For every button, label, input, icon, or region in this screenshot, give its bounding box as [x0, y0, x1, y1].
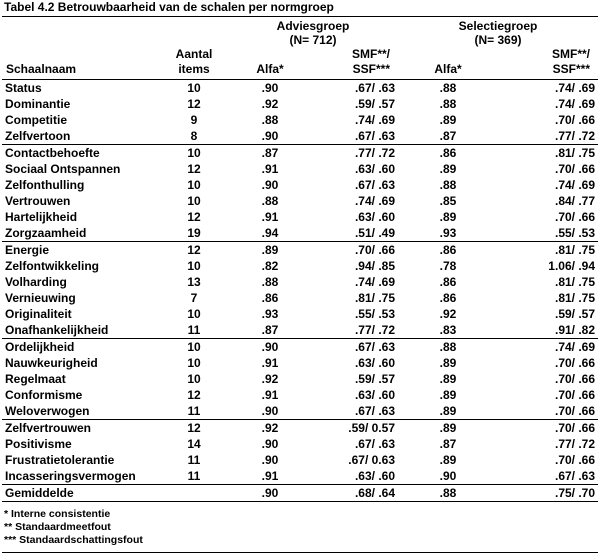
smf-advies: .63/ .60	[354, 356, 395, 370]
smf-selectie: .70/ .66	[554, 453, 596, 467]
alfa-selectie: .78	[439, 259, 457, 273]
alfa-advies: .90	[228, 339, 312, 356]
item-count: 10	[160, 80, 228, 97]
alfa-advies: .87	[261, 323, 279, 337]
header-row-groups	[2, 17, 598, 48]
footnote: *** Standaardschattingsfout	[4, 534, 143, 546]
column-header-items	[160, 47, 228, 80]
alfa-selectie: .86	[439, 291, 457, 305]
scale-name: Frustratietolerantie	[5, 453, 115, 467]
smf-selectie: .81/ .75	[498, 145, 598, 162]
alfa-advies: .90	[261, 178, 279, 192]
alfa-selectie: .90	[439, 469, 457, 483]
smf-selectie: .55/ .53	[554, 226, 596, 240]
alfa-advies: .88	[261, 275, 279, 289]
alfa-advies: .91	[261, 162, 279, 176]
smf-selectie: .70/ .66	[554, 356, 596, 370]
smf-selectie: .70/ .66	[554, 404, 596, 418]
smf-selectie: .70/ .66	[554, 210, 596, 224]
alfa-selectie: .88	[398, 80, 498, 97]
group-name-selectie: Selectiegroep	[458, 19, 538, 33]
alfa-selectie: .88	[439, 178, 457, 192]
item-count: 12	[160, 420, 228, 437]
scale-name: Nauwkeurigheid	[5, 356, 98, 370]
scale-name: Incasseringsvermogen	[5, 469, 136, 483]
smf-advies: .59/ .57	[354, 97, 395, 111]
alfa-selectie: .89	[439, 372, 457, 386]
item-count: 10	[187, 372, 201, 386]
column-header-items-line1: Aantal	[175, 47, 213, 61]
smf-selectie: .75/ .70	[498, 485, 598, 502]
item-count: 11	[187, 323, 201, 337]
scale-name: Gemiddelde	[2, 485, 160, 502]
item-count: 10	[160, 145, 228, 162]
item-count: 8	[190, 129, 198, 143]
alfa-selectie: .89	[439, 162, 457, 176]
smf-advies: .63/ .60	[354, 162, 395, 176]
scale-name: Vernieuwing	[5, 291, 76, 305]
table-caption: Tabel 4.2 Betrouwbaarheid van de schalen per normgroep	[4, 0, 334, 14]
smf-selectie: .74/ .69	[554, 97, 596, 111]
scale-name: Dominantie	[5, 97, 71, 111]
alfa-selectie: .88	[439, 97, 457, 111]
alfa-selectie: .88	[398, 485, 498, 502]
table-header	[2, 17, 598, 80]
scale-name: Zelfvertrouwen	[2, 420, 160, 437]
table-row	[2, 387, 598, 403]
item-count: 12	[160, 242, 228, 259]
table-row	[2, 177, 598, 193]
smf-advies: .67/ .63	[312, 80, 398, 97]
scale-name: Conformisme	[5, 388, 83, 402]
alfa-advies: .88	[261, 113, 279, 127]
table-row	[2, 209, 598, 225]
scale-group	[2, 80, 598, 145]
alfa-selectie: .83	[439, 323, 457, 337]
smf-selectie: .70/ .66	[554, 372, 596, 386]
smf-selectie: .70/ .66	[554, 113, 596, 127]
smf-advies: .94/ .85	[354, 259, 395, 273]
smf-advies: .68/ .64	[312, 485, 398, 502]
table-row	[2, 371, 598, 387]
smf-advies: .63/ .60	[354, 210, 395, 224]
smf-advies: .67/ .63	[312, 339, 398, 356]
item-count: 10	[187, 307, 201, 321]
smf-selectie: 1.06/ .94	[548, 259, 596, 273]
scale-group	[2, 145, 598, 242]
smf-advies: .70/ .66	[312, 242, 398, 259]
smf-advies: .77/ .72	[312, 145, 398, 162]
alfa-advies: .91	[261, 388, 279, 402]
alfa-advies: .87	[228, 145, 312, 162]
smf-advies: .67/ 0.63	[348, 453, 395, 467]
group-header-selectie	[398, 17, 598, 48]
smf-selectie: .70/ .66	[554, 162, 596, 176]
item-count: 12	[187, 388, 201, 402]
smf-selectie: .77/ .72	[554, 437, 596, 451]
column-header-smf-line1: SMF**/	[552, 47, 591, 61]
alfa-advies: .91	[261, 210, 279, 224]
alfa-advies: .91	[261, 469, 279, 483]
smf-selectie: .70/ .66	[498, 420, 598, 437]
scale-name: Ordelijkheid	[2, 339, 160, 356]
scale-group	[2, 485, 598, 502]
group-n-advies: (N= 712)	[289, 33, 337, 47]
alfa-selectie: .89	[439, 404, 457, 418]
alfa-selectie: .92	[439, 307, 457, 321]
scale-name: Zelfvertoon	[5, 129, 71, 143]
smf-advies: .51/ .49	[354, 226, 395, 240]
item-count: 10	[160, 339, 228, 356]
alfa-advies: .92	[261, 97, 279, 111]
table-row	[2, 306, 598, 322]
scale-name: Status	[2, 80, 160, 97]
scale-name: Zelfonthulling	[5, 178, 85, 192]
scale-name: Onafhankelijkheid	[5, 323, 109, 337]
column-header-name: Schaalnaam	[6, 62, 77, 76]
scale-name: Vertrouwen	[5, 194, 71, 208]
item-count: 12	[187, 162, 201, 176]
group-n-selectie: (N= 369)	[474, 33, 522, 47]
scale-name: Sociaal Ontspannen	[5, 162, 121, 176]
table-row	[2, 339, 598, 356]
smf-advies: .55/ .53	[354, 307, 395, 321]
table-row	[2, 403, 598, 420]
header-spacer	[160, 17, 228, 48]
smf-selectie: .81/ .75	[554, 291, 596, 305]
table-row	[2, 112, 598, 128]
alfa-selectie: .89	[439, 453, 457, 467]
footnote: ** Standaardmeetfout	[4, 521, 111, 533]
alfa-advies: .90	[228, 485, 312, 502]
header-row-columns	[2, 47, 598, 80]
smf-selectie: .59/ .57	[554, 307, 596, 321]
smf-advies: .67/ .63	[354, 178, 395, 192]
table-row	[2, 322, 598, 339]
table-row	[2, 193, 598, 209]
item-count: 10	[187, 356, 201, 370]
smf-advies: .59/ .57	[354, 372, 395, 386]
smf-selectie: .91/ .82	[554, 323, 596, 337]
alfa-selectie: .89	[439, 356, 457, 370]
reliability-table	[2, 16, 598, 502]
alfa-selectie: .88	[398, 339, 498, 356]
alfa-selectie: .93	[439, 226, 457, 240]
smf-selectie: .77/ .72	[554, 129, 596, 143]
smf-advies: .81/ .75	[354, 291, 395, 305]
alfa-advies: .92	[228, 420, 312, 437]
table-row	[2, 420, 598, 437]
table-row	[2, 485, 598, 502]
table-row	[2, 80, 598, 97]
alfa-selectie: .89	[398, 420, 498, 437]
item-count	[160, 485, 228, 502]
table-row	[2, 145, 598, 162]
scale-group	[2, 339, 598, 420]
smf-selectie: .81/ .75	[554, 275, 596, 289]
smf-selectie: .81/ .75	[498, 242, 598, 259]
header-spacer	[2, 17, 160, 48]
smf-selectie: .74/ .69	[498, 80, 598, 97]
smf-advies: .63/ .60	[354, 469, 395, 483]
alfa-selectie: .89	[439, 388, 457, 402]
smf-advies: .63/ .60	[354, 388, 395, 402]
alfa-advies: .90	[261, 437, 279, 451]
footnotes	[4, 508, 143, 547]
smf-advies: .67/ .63	[354, 437, 395, 451]
table-row	[2, 274, 598, 290]
alfa-advies: .90	[261, 129, 279, 143]
alfa-advies: .90	[261, 453, 279, 467]
column-header-alfa-selectie: Alfa*	[434, 62, 462, 76]
column-header-alfa-advies: Alfa*	[256, 62, 284, 76]
bottom-rule	[2, 552, 598, 553]
scale-name: Hartelijkheid	[5, 210, 78, 224]
scale-name: Originaliteit	[5, 307, 72, 321]
smf-advies: .77/ .72	[354, 323, 395, 337]
table-row	[2, 258, 598, 274]
column-header-items-line2: items	[178, 62, 210, 76]
alfa-selectie: .86	[439, 275, 457, 289]
group-header-advies	[228, 17, 398, 48]
alfa-selectie: .89	[439, 210, 457, 224]
item-count: 10	[187, 178, 201, 192]
scale-name: Weloverwogen	[5, 404, 90, 418]
scale-name: Energie	[2, 242, 160, 259]
item-count: 11	[187, 404, 201, 418]
table-row	[2, 355, 598, 371]
alfa-advies: .94	[261, 226, 279, 240]
alfa-selectie: .86	[398, 145, 498, 162]
scale-name: Competitie	[5, 113, 68, 127]
table-row	[2, 452, 598, 468]
alfa-selectie: .89	[439, 113, 457, 127]
smf-advies: .74/ .69	[354, 113, 395, 127]
alfa-advies: .93	[261, 307, 279, 321]
alfa-advies: .91	[261, 356, 279, 370]
alfa-advies: .90	[228, 80, 312, 97]
smf-advies: .74/ .69	[354, 275, 395, 289]
item-count: 12	[187, 210, 201, 224]
smf-selectie: .84/ .77	[554, 194, 596, 208]
scale-group	[2, 420, 598, 485]
item-count: 12	[187, 97, 201, 111]
column-header-smf-line2: SSF***	[352, 62, 390, 76]
smf-selectie: .74/ .69	[554, 178, 596, 192]
table-row	[2, 468, 598, 485]
table-row	[2, 161, 598, 177]
item-count: 11	[187, 469, 201, 483]
scale-name: Volharding	[5, 275, 67, 289]
table-row	[2, 128, 598, 145]
alfa-advies: .86	[261, 291, 279, 305]
scale-group	[2, 242, 598, 339]
alfa-advies: .82	[261, 259, 279, 273]
item-count: 11	[187, 453, 201, 467]
alfa-advies: .92	[261, 372, 279, 386]
scale-name: Zelfontwikkeling	[5, 259, 100, 273]
alfa-selectie: .85	[439, 194, 457, 208]
table-row	[2, 436, 598, 452]
item-count: 14	[187, 437, 201, 451]
column-header-smf-advies	[312, 47, 398, 80]
smf-advies: .74/ .69	[354, 194, 395, 208]
alfa-selectie: .87	[439, 437, 457, 451]
scale-name: Positivisme	[5, 437, 72, 451]
item-count: 9	[190, 113, 198, 127]
alfa-advies: .88	[261, 194, 279, 208]
item-count: 10	[187, 194, 201, 208]
alfa-advies: .90	[261, 404, 279, 418]
table-row	[2, 290, 598, 306]
scale-name: Regelmaat	[5, 372, 66, 386]
smf-selectie: .70/ .66	[554, 388, 596, 402]
footnote: * Interne consistentie	[4, 508, 111, 520]
group-name-advies: Adviesgroep	[276, 19, 350, 33]
scale-name: Zorgzaamheid	[5, 226, 87, 240]
alfa-advies: .89	[228, 242, 312, 259]
alfa-selectie: .87	[439, 129, 457, 143]
item-count: 7	[190, 291, 198, 305]
smf-advies: .59/ 0.57	[312, 420, 398, 437]
table-row	[2, 242, 598, 259]
smf-advies: .67/ .63	[354, 404, 395, 418]
column-header-smf-selectie	[498, 47, 598, 80]
smf-selectie: .67/ .63	[554, 469, 596, 483]
smf-advies: .67/ .63	[354, 129, 395, 143]
scale-name: Contactbehoefte	[2, 145, 160, 162]
smf-selectie: .74/ .69	[498, 339, 598, 356]
item-count: 10	[187, 259, 201, 273]
item-count: 13	[187, 275, 201, 289]
item-count: 19	[187, 226, 201, 240]
column-header-smf-line2: SSF***	[552, 62, 591, 76]
alfa-selectie: .86	[398, 242, 498, 259]
table-row	[2, 96, 598, 112]
column-header-smf-line1: SMF**/	[351, 47, 390, 61]
table-row	[2, 225, 598, 242]
